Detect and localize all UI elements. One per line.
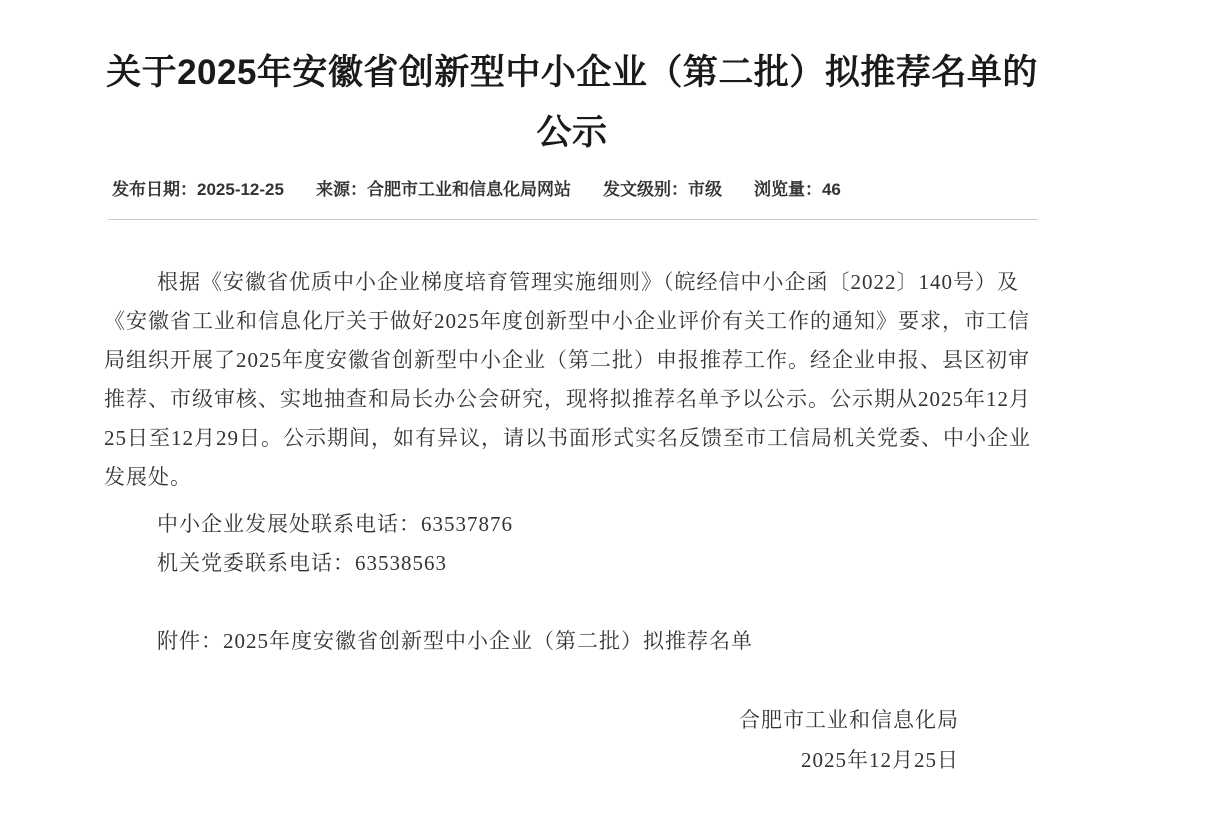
divider [108, 219, 1038, 220]
doc-level-label: 发文级别： [602, 180, 688, 199]
contact-line-party-committee: 机关党委联系电话：63538563 [157, 551, 447, 575]
source-label: 来源： [315, 180, 367, 199]
page-title: 关于2025年安徽省创新型中小企业（第二批）拟推荐名单的公示 [106, 53, 1038, 152]
source-value: 合肥市工业和信息化局网站 [366, 180, 571, 199]
signature-date: 2025年12月25日 [801, 748, 959, 772]
view-count-value: 46 [821, 180, 841, 199]
doc-level [603, 178, 722, 202]
contact-line-smb-division: 中小企业发展处联系电话：63537876 [157, 512, 513, 536]
view-count [754, 178, 841, 202]
article-container [104, 0, 1040, 780]
doc-level-value: 市级 [687, 180, 722, 199]
view-count-label: 浏览量： [753, 180, 822, 199]
signature-org: 合肥市工业和信息化局 [739, 708, 959, 732]
publish-date-label: 发布日期： [112, 180, 197, 199]
body-paragraph: 根据《安徽省优质中小企业梯度培育管理实施细则》（皖经信中小企函〔2022〕140号）及《安徽省工业和信息化厅关于做好2025年度创新型中小企业评价有关工作的通知》要求，市工信局组织开展了2025年度安徽省创新型中小企业（第二批）申报推荐工作。经企业申报、县区初审推荐、市级审核、实地抽查和局长办公会研究，现将拟推荐名单予以公示。公示期从2025年12月25日至12月29日。公示期间，如有异议，请以书面形式实名反馈至市工信局机关党委、中小企业发展处。 [104, 270, 1031, 489]
signature-block [104, 700, 1034, 780]
publish-date-value: 2025-12-25 [197, 180, 284, 199]
source [316, 178, 571, 202]
article-body [104, 263, 1034, 780]
attachment-line: 附件：2025年度安徽省创新型中小企业（第二批）拟推荐名单 [157, 629, 753, 653]
meta-bar [112, 178, 1040, 202]
publish-date [112, 178, 284, 202]
